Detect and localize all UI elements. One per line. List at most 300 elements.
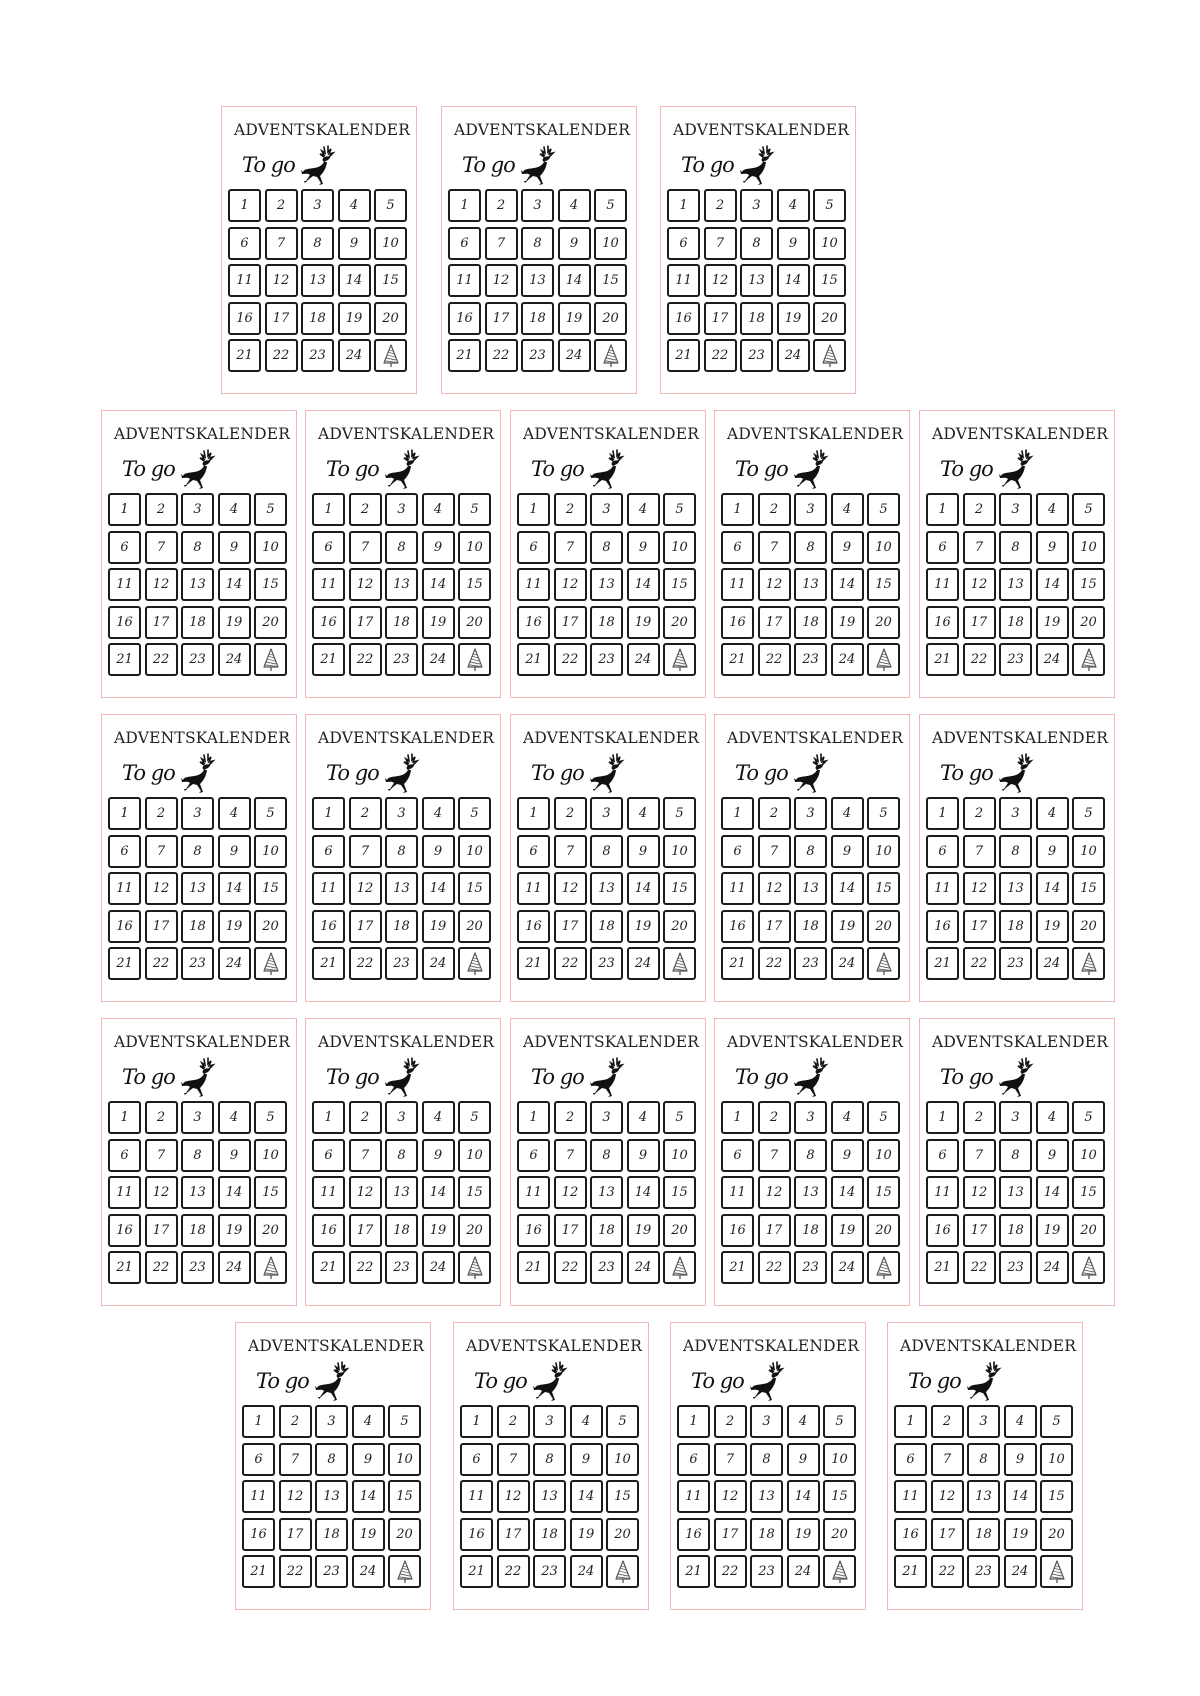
day-box[interactable]: 5	[458, 797, 491, 830]
day-box[interactable]: 11	[228, 264, 261, 297]
day-box[interactable]: 19	[1004, 1518, 1037, 1551]
day-box[interactable]: 10	[663, 531, 696, 564]
day-box[interactable]: 21	[677, 1555, 710, 1588]
day-box-tree[interactable]	[388, 1555, 421, 1588]
day-box[interactable]: 22	[963, 643, 996, 676]
day-box[interactable]: 16	[677, 1518, 710, 1551]
day-box[interactable]: 18	[521, 302, 554, 335]
day-box[interactable]: 24	[352, 1555, 385, 1588]
day-box[interactable]: 3	[590, 493, 623, 526]
day-box[interactable]: 8	[385, 835, 418, 868]
day-box[interactable]: 16	[108, 1214, 141, 1247]
day-box[interactable]: 9	[831, 531, 864, 564]
day-box[interactable]: 7	[758, 1139, 791, 1172]
day-box[interactable]: 17	[485, 302, 518, 335]
day-box[interactable]: 11	[926, 1176, 959, 1209]
day-box[interactable]: 5	[254, 1101, 287, 1134]
day-box[interactable]: 10	[388, 1443, 421, 1476]
day-box[interactable]: 1	[312, 493, 345, 526]
day-box[interactable]: 7	[714, 1443, 747, 1476]
day-box[interactable]: 23	[590, 643, 623, 676]
day-box[interactable]: 4	[627, 797, 660, 830]
day-box[interactable]: 2	[349, 1101, 382, 1134]
day-box[interactable]: 18	[999, 606, 1032, 639]
day-box[interactable]: 22	[265, 339, 298, 372]
day-box[interactable]: 3	[181, 797, 214, 830]
day-box[interactable]: 19	[218, 606, 251, 639]
day-box[interactable]: 24	[627, 947, 660, 980]
day-box[interactable]: 24	[218, 947, 251, 980]
day-box[interactable]: 8	[794, 1139, 827, 1172]
day-box[interactable]: 17	[265, 302, 298, 335]
day-box[interactable]: 10	[867, 835, 900, 868]
day-box[interactable]: 12	[349, 872, 382, 905]
day-box[interactable]: 12	[714, 1480, 747, 1513]
day-box[interactable]: 7	[145, 531, 178, 564]
day-box[interactable]: 14	[1036, 1176, 1069, 1209]
day-box[interactable]: 23	[385, 1251, 418, 1284]
day-box[interactable]: 24	[1036, 947, 1069, 980]
day-box[interactable]: 9	[422, 835, 455, 868]
day-box[interactable]: 17	[145, 606, 178, 639]
day-box[interactable]: 1	[242, 1405, 275, 1438]
day-box[interactable]: 5	[663, 493, 696, 526]
day-box[interactable]: 9	[1036, 531, 1069, 564]
day-box-tree[interactable]	[823, 1555, 856, 1588]
day-box[interactable]: 8	[590, 1139, 623, 1172]
day-box[interactable]: 1	[926, 1101, 959, 1134]
day-box[interactable]: 23	[794, 1251, 827, 1284]
day-box[interactable]: 7	[279, 1443, 312, 1476]
day-box[interactable]: 1	[721, 1101, 754, 1134]
day-box[interactable]: 3	[521, 189, 554, 222]
day-box[interactable]: 15	[388, 1480, 421, 1513]
day-box[interactable]: 20	[458, 606, 491, 639]
day-box[interactable]: 12	[554, 568, 587, 601]
day-box[interactable]: 23	[181, 947, 214, 980]
day-box[interactable]: 17	[931, 1518, 964, 1551]
day-box[interactable]: 24	[422, 1251, 455, 1284]
day-box[interactable]: 19	[338, 302, 371, 335]
day-box[interactable]: 6	[677, 1443, 710, 1476]
day-box[interactable]: 7	[704, 227, 737, 260]
day-box[interactable]: 20	[458, 910, 491, 943]
day-box[interactable]: 9	[627, 835, 660, 868]
day-box[interactable]: 8	[301, 227, 334, 260]
day-box-tree[interactable]	[1072, 947, 1105, 980]
day-box[interactable]: 6	[228, 227, 261, 260]
day-box[interactable]: 13	[181, 872, 214, 905]
day-box[interactable]: 4	[777, 189, 810, 222]
day-box[interactable]: 9	[777, 227, 810, 260]
day-box[interactable]: 24	[1036, 643, 1069, 676]
day-box[interactable]: 19	[422, 606, 455, 639]
day-box[interactable]: 11	[312, 1176, 345, 1209]
day-box[interactable]: 11	[448, 264, 481, 297]
day-box[interactable]: 11	[242, 1480, 275, 1513]
day-box[interactable]: 9	[338, 227, 371, 260]
day-box[interactable]: 21	[894, 1555, 927, 1588]
day-box[interactable]: 1	[108, 797, 141, 830]
day-box[interactable]: 22	[758, 947, 791, 980]
day-box[interactable]: 21	[926, 947, 959, 980]
day-box[interactable]: 24	[422, 643, 455, 676]
day-box[interactable]: 22	[963, 1251, 996, 1284]
day-box[interactable]: 8	[740, 227, 773, 260]
day-box[interactable]: 23	[301, 339, 334, 372]
day-box[interactable]: 7	[554, 1139, 587, 1172]
day-box[interactable]: 16	[517, 606, 550, 639]
day-box[interactable]: 13	[750, 1480, 783, 1513]
day-box[interactable]: 21	[448, 339, 481, 372]
day-box[interactable]: 18	[315, 1518, 348, 1551]
day-box[interactable]: 13	[181, 568, 214, 601]
day-box[interactable]: 9	[787, 1443, 820, 1476]
day-box[interactable]: 20	[1040, 1518, 1073, 1551]
day-box[interactable]: 12	[279, 1480, 312, 1513]
day-box[interactable]: 11	[721, 872, 754, 905]
day-box[interactable]: 8	[999, 835, 1032, 868]
day-box[interactable]: 16	[460, 1518, 493, 1551]
day-box[interactable]: 4	[422, 797, 455, 830]
day-box[interactable]: 24	[558, 339, 591, 372]
day-box[interactable]: 21	[721, 947, 754, 980]
day-box[interactable]: 5	[1072, 493, 1105, 526]
day-box[interactable]: 1	[312, 797, 345, 830]
day-box[interactable]: 20	[663, 1214, 696, 1247]
day-box[interactable]: 14	[1036, 568, 1069, 601]
day-box[interactable]: 23	[750, 1555, 783, 1588]
day-box[interactable]: 19	[1036, 1214, 1069, 1247]
day-box[interactable]: 7	[554, 835, 587, 868]
day-box[interactable]: 2	[265, 189, 298, 222]
day-box[interactable]: 3	[999, 1101, 1032, 1134]
day-box[interactable]: 5	[1072, 1101, 1105, 1134]
day-box[interactable]: 17	[704, 302, 737, 335]
day-box[interactable]: 20	[867, 1214, 900, 1247]
day-box[interactable]: 24	[1036, 1251, 1069, 1284]
day-box[interactable]: 20	[458, 1214, 491, 1247]
day-box[interactable]: 5	[867, 1101, 900, 1134]
day-box[interactable]: 19	[422, 1214, 455, 1247]
day-box[interactable]: 19	[831, 606, 864, 639]
day-box[interactable]: 15	[1072, 568, 1105, 601]
day-box[interactable]: 12	[554, 1176, 587, 1209]
day-box[interactable]: 15	[1072, 1176, 1105, 1209]
day-box-tree[interactable]	[458, 947, 491, 980]
day-box[interactable]: 4	[218, 493, 251, 526]
day-box[interactable]: 17	[145, 910, 178, 943]
day-box[interactable]: 22	[349, 1251, 382, 1284]
day-box[interactable]: 19	[831, 1214, 864, 1247]
day-box[interactable]: 9	[352, 1443, 385, 1476]
day-box[interactable]: 14	[627, 872, 660, 905]
day-box[interactable]: 5	[1040, 1405, 1073, 1438]
day-box[interactable]: 11	[721, 568, 754, 601]
day-box[interactable]: 8	[385, 531, 418, 564]
day-box[interactable]: 6	[894, 1443, 927, 1476]
day-box[interactable]: 15	[867, 872, 900, 905]
day-box[interactable]: 8	[794, 531, 827, 564]
day-box[interactable]: 6	[312, 1139, 345, 1172]
day-box[interactable]: 7	[497, 1443, 530, 1476]
day-box[interactable]: 21	[312, 1251, 345, 1284]
day-box[interactable]: 2	[931, 1405, 964, 1438]
day-box[interactable]: 5	[458, 493, 491, 526]
day-box[interactable]: 10	[823, 1443, 856, 1476]
day-box[interactable]: 22	[704, 339, 737, 372]
day-box[interactable]: 7	[349, 531, 382, 564]
day-box[interactable]: 18	[181, 910, 214, 943]
day-box[interactable]: 6	[448, 227, 481, 260]
day-box[interactable]: 2	[704, 189, 737, 222]
day-box[interactable]: 22	[931, 1555, 964, 1588]
day-box[interactable]: 22	[485, 339, 518, 372]
day-box[interactable]: 5	[254, 797, 287, 830]
day-box[interactable]: 6	[517, 835, 550, 868]
day-box[interactable]: 15	[1072, 872, 1105, 905]
day-box[interactable]: 24	[422, 947, 455, 980]
day-box[interactable]: 10	[254, 531, 287, 564]
day-box[interactable]: 4	[422, 493, 455, 526]
day-box[interactable]: 8	[181, 1139, 214, 1172]
day-box[interactable]: 14	[1036, 872, 1069, 905]
day-box[interactable]: 14	[218, 872, 251, 905]
day-box[interactable]: 4	[627, 1101, 660, 1134]
day-box[interactable]: 1	[677, 1405, 710, 1438]
day-box[interactable]: 19	[570, 1518, 603, 1551]
day-box[interactable]: 6	[926, 835, 959, 868]
day-box[interactable]: 11	[667, 264, 700, 297]
day-box[interactable]: 5	[458, 1101, 491, 1134]
day-box[interactable]: 13	[533, 1480, 566, 1513]
day-box[interactable]: 5	[606, 1405, 639, 1438]
day-box[interactable]: 5	[823, 1405, 856, 1438]
day-box[interactable]: 3	[590, 797, 623, 830]
day-box[interactable]: 22	[963, 947, 996, 980]
day-box[interactable]: 21	[108, 947, 141, 980]
day-box[interactable]: 16	[721, 606, 754, 639]
day-box-tree[interactable]	[254, 1251, 287, 1284]
day-box[interactable]: 10	[813, 227, 846, 260]
day-box[interactable]: 11	[894, 1480, 927, 1513]
day-box[interactable]: 7	[145, 1139, 178, 1172]
day-box[interactable]: 2	[485, 189, 518, 222]
day-box[interactable]: 12	[485, 264, 518, 297]
day-box[interactable]: 18	[999, 1214, 1032, 1247]
day-box[interactable]: 14	[831, 568, 864, 601]
day-box[interactable]: 18	[750, 1518, 783, 1551]
day-box[interactable]: 15	[594, 264, 627, 297]
day-box[interactable]: 12	[554, 872, 587, 905]
day-box[interactable]: 20	[606, 1518, 639, 1551]
day-box[interactable]: 11	[677, 1480, 710, 1513]
day-box[interactable]: 12	[265, 264, 298, 297]
day-box[interactable]: 7	[349, 1139, 382, 1172]
day-box[interactable]: 16	[242, 1518, 275, 1551]
day-box[interactable]: 22	[554, 643, 587, 676]
day-box[interactable]: 16	[448, 302, 481, 335]
day-box[interactable]: 12	[963, 1176, 996, 1209]
day-box[interactable]: 23	[967, 1555, 1000, 1588]
day-box[interactable]: 8	[794, 835, 827, 868]
day-box[interactable]: 24	[627, 643, 660, 676]
day-box[interactable]: 13	[794, 568, 827, 601]
day-box[interactable]: 10	[254, 835, 287, 868]
day-box[interactable]: 20	[867, 910, 900, 943]
day-box[interactable]: 3	[794, 1101, 827, 1134]
day-box[interactable]: 17	[758, 910, 791, 943]
day-box[interactable]: 18	[590, 1214, 623, 1247]
day-box[interactable]: 12	[758, 1176, 791, 1209]
day-box[interactable]: 24	[627, 1251, 660, 1284]
day-box[interactable]: 17	[554, 606, 587, 639]
day-box[interactable]: 16	[228, 302, 261, 335]
day-box[interactable]: 13	[999, 872, 1032, 905]
day-box[interactable]: 16	[926, 1214, 959, 1247]
day-box[interactable]: 4	[1036, 797, 1069, 830]
day-box[interactable]: 13	[521, 264, 554, 297]
day-box[interactable]: 12	[145, 1176, 178, 1209]
day-box[interactable]: 2	[963, 1101, 996, 1134]
day-box[interactable]: 9	[422, 1139, 455, 1172]
day-box[interactable]: 18	[794, 606, 827, 639]
day-box[interactable]: 7	[963, 835, 996, 868]
day-box[interactable]: 18	[181, 1214, 214, 1247]
day-box[interactable]: 4	[831, 1101, 864, 1134]
day-box[interactable]: 22	[145, 643, 178, 676]
day-box[interactable]: 11	[312, 872, 345, 905]
day-box[interactable]: 3	[385, 797, 418, 830]
day-box-tree[interactable]	[458, 1251, 491, 1284]
day-box[interactable]: 9	[218, 1139, 251, 1172]
day-box[interactable]: 17	[758, 1214, 791, 1247]
day-box[interactable]: 10	[1072, 835, 1105, 868]
day-box[interactable]: 13	[385, 568, 418, 601]
day-box[interactable]: 18	[967, 1518, 1000, 1551]
day-box-tree[interactable]	[1072, 643, 1105, 676]
day-box[interactable]: 4	[787, 1405, 820, 1438]
day-box[interactable]: 6	[721, 1139, 754, 1172]
day-box[interactable]: 3	[750, 1405, 783, 1438]
day-box[interactable]: 17	[714, 1518, 747, 1551]
day-box[interactable]: 18	[794, 1214, 827, 1247]
day-box[interactable]: 12	[145, 872, 178, 905]
day-box[interactable]: 5	[388, 1405, 421, 1438]
day-box[interactable]: 18	[740, 302, 773, 335]
day-box[interactable]: 7	[931, 1443, 964, 1476]
day-box[interactable]: 8	[590, 531, 623, 564]
day-box[interactable]: 15	[374, 264, 407, 297]
day-box[interactable]: 24	[831, 1251, 864, 1284]
day-box[interactable]: 13	[301, 264, 334, 297]
day-box[interactable]: 22	[714, 1555, 747, 1588]
day-box[interactable]: 18	[301, 302, 334, 335]
day-box[interactable]: 10	[663, 835, 696, 868]
day-box[interactable]: 23	[533, 1555, 566, 1588]
day-box[interactable]: 11	[517, 568, 550, 601]
day-box[interactable]: 6	[242, 1443, 275, 1476]
day-box[interactable]: 14	[570, 1480, 603, 1513]
day-box[interactable]: 10	[374, 227, 407, 260]
day-box[interactable]: 19	[1036, 910, 1069, 943]
day-box[interactable]: 18	[794, 910, 827, 943]
day-box[interactable]: 13	[590, 1176, 623, 1209]
day-box[interactable]: 9	[422, 531, 455, 564]
day-box[interactable]: 11	[460, 1480, 493, 1513]
day-box[interactable]: 7	[963, 531, 996, 564]
day-box[interactable]: 24	[787, 1555, 820, 1588]
day-box[interactable]: 3	[740, 189, 773, 222]
day-box[interactable]: 10	[594, 227, 627, 260]
day-box-tree[interactable]	[374, 339, 407, 372]
day-box[interactable]: 23	[999, 947, 1032, 980]
day-box[interactable]: 13	[999, 568, 1032, 601]
day-box[interactable]: 2	[554, 797, 587, 830]
day-box[interactable]: 24	[338, 339, 371, 372]
day-box[interactable]: 3	[181, 1101, 214, 1134]
day-box[interactable]: 12	[963, 872, 996, 905]
day-box[interactable]: 8	[999, 531, 1032, 564]
day-box[interactable]: 19	[352, 1518, 385, 1551]
day-box[interactable]: 13	[385, 872, 418, 905]
day-box[interactable]: 5	[254, 493, 287, 526]
day-box[interactable]: 3	[315, 1405, 348, 1438]
day-box[interactable]: 18	[181, 606, 214, 639]
day-box[interactable]: 24	[218, 1251, 251, 1284]
day-box[interactable]: 13	[315, 1480, 348, 1513]
day-box[interactable]: 9	[831, 835, 864, 868]
day-box[interactable]: 9	[627, 1139, 660, 1172]
day-box[interactable]: 5	[1072, 797, 1105, 830]
day-box[interactable]: 17	[554, 910, 587, 943]
day-box[interactable]: 10	[458, 835, 491, 868]
day-box[interactable]: 16	[926, 606, 959, 639]
day-box[interactable]: 20	[388, 1518, 421, 1551]
day-box[interactable]: 19	[218, 910, 251, 943]
day-box[interactable]: 2	[145, 493, 178, 526]
day-box[interactable]: 24	[831, 643, 864, 676]
day-box[interactable]: 3	[385, 1101, 418, 1134]
day-box-tree[interactable]	[594, 339, 627, 372]
day-box[interactable]: 3	[794, 493, 827, 526]
day-box[interactable]: 19	[777, 302, 810, 335]
day-box[interactable]: 1	[926, 797, 959, 830]
day-box[interactable]: 21	[312, 947, 345, 980]
day-box[interactable]: 17	[497, 1518, 530, 1551]
day-box[interactable]: 15	[254, 1176, 287, 1209]
day-box[interactable]: 10	[254, 1139, 287, 1172]
day-box[interactable]: 19	[627, 910, 660, 943]
day-box[interactable]: 19	[787, 1518, 820, 1551]
day-box[interactable]: 15	[1040, 1480, 1073, 1513]
day-box[interactable]: 16	[667, 302, 700, 335]
day-box[interactable]: 15	[823, 1480, 856, 1513]
day-box[interactable]: 5	[867, 493, 900, 526]
day-box[interactable]: 12	[758, 568, 791, 601]
day-box[interactable]: 7	[349, 835, 382, 868]
day-box[interactable]: 11	[926, 568, 959, 601]
day-box-tree[interactable]	[867, 1251, 900, 1284]
day-box[interactable]: 12	[349, 1176, 382, 1209]
day-box[interactable]: 23	[385, 643, 418, 676]
day-box[interactable]: 22	[758, 1251, 791, 1284]
day-box[interactable]: 24	[570, 1555, 603, 1588]
day-box[interactable]: 14	[558, 264, 591, 297]
day-box[interactable]: 14	[352, 1480, 385, 1513]
day-box[interactable]: 8	[315, 1443, 348, 1476]
day-box[interactable]: 17	[758, 606, 791, 639]
